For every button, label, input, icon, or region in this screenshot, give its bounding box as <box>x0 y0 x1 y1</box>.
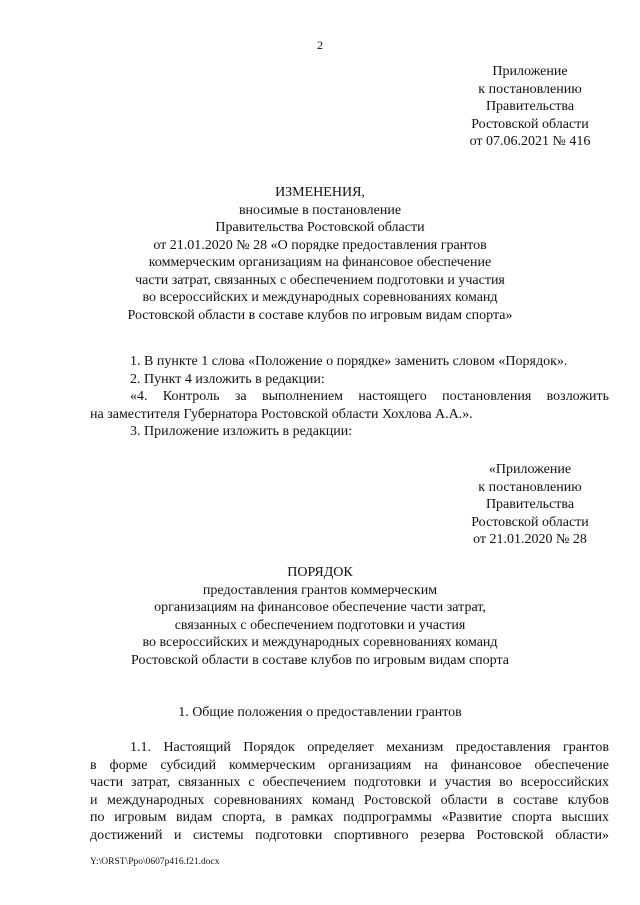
section-1-heading: 1. Общие положения о предоставлении грантов <box>178 705 462 720</box>
changes-line: Правительства Ростовской области <box>215 220 425 235</box>
appendix-line: от 07.06.2021 № 416 <box>469 134 591 149</box>
file-path-footer: Y:\ORST\Ppo\0607p416.f21.docx <box>90 857 220 867</box>
paragraph-line: достижений и системы подготовки спортивного резерва Ростовской области» <box>90 827 609 843</box>
item-2-quote-line: на заместителя Губернатора Ростовской области Хохлова А.А.». <box>90 406 473 422</box>
item-2: 2. Пункт 4 изложить в редакции: <box>130 371 325 387</box>
appendix-quote-line: к постановлению <box>478 479 582 495</box>
paragraph-line: части затрат, связанных с обеспечением подготовки и участия во всероссийских <box>90 775 609 790</box>
procedure-line: связанных с обеспечением подготовки и участия <box>174 617 466 633</box>
procedure-line: организациям на финансовое обеспечение части затрат, <box>154 600 486 615</box>
item-2-quote-line: «4. Контроль за выполнением настоящего постановления возложить <box>130 389 609 404</box>
appendix-line: Приложение <box>492 64 568 79</box>
page-number: 2 <box>317 38 323 52</box>
changes-header <box>40 184 600 324</box>
appendix-quote-line: Ростовской области <box>471 514 589 530</box>
procedure-header <box>40 564 600 669</box>
appendix-quote-line: «Приложение <box>488 462 572 477</box>
paragraph-line: 1.1. Настоящий Порядок определяет механизм предоставления грантов <box>130 740 609 755</box>
appendix-line: Ростовской области <box>471 116 589 132</box>
appendix-quote <box>455 461 605 549</box>
procedure-line: во всероссийских и международных соревнованиях команд <box>142 635 498 650</box>
procedure-title: ПОРЯДОК <box>287 565 353 580</box>
changes-items <box>90 353 609 441</box>
paragraph-line: в форме субсидий коммерческим организациям на финансовое обеспечение <box>90 757 609 773</box>
appendix-reference <box>455 63 605 151</box>
appendix-quote-line: Правительства <box>485 497 575 512</box>
changes-line: вносимые в постановление <box>238 202 402 218</box>
item-3: 3. Приложение изложить в редакции: <box>130 424 353 439</box>
procedure-line: Ростовской области в составе клубов по игровым видам спорта <box>131 652 509 668</box>
appendix-quote-line: от 21.01.2020 № 28 <box>473 532 587 547</box>
changes-line: от 21.01.2020 № 28 «О порядке предоставления грантов <box>153 237 487 253</box>
changes-title: ИЗМЕНЕНИЯ, <box>275 185 365 200</box>
item-1: 1. В пункте 1 слова «Положение о порядке» заменить словом «Порядок». <box>130 354 568 369</box>
changes-line: во всероссийских и международных соревнованиях команд <box>142 290 498 305</box>
appendix-line: Правительства <box>485 99 575 114</box>
paragraph-line: и международных соревнованиях команд Ростовской области в составе клубов <box>90 792 609 808</box>
changes-line: Ростовской области в составе клубов по игровым видам спорта» <box>127 307 513 323</box>
appendix-line: к постановлению <box>478 81 582 97</box>
changes-line: коммерческим организациям на финансовое обеспечение <box>148 255 492 270</box>
procedure-line: предоставления грантов коммерческим <box>202 582 438 598</box>
paragraph-line: по игровым видам спорта, в рамках подпрограммы «Развитие спорта высших <box>90 810 609 825</box>
section-1-paragraph <box>90 739 609 844</box>
changes-line: части затрат, связанных с обеспечением подготовки и участия <box>135 272 505 288</box>
